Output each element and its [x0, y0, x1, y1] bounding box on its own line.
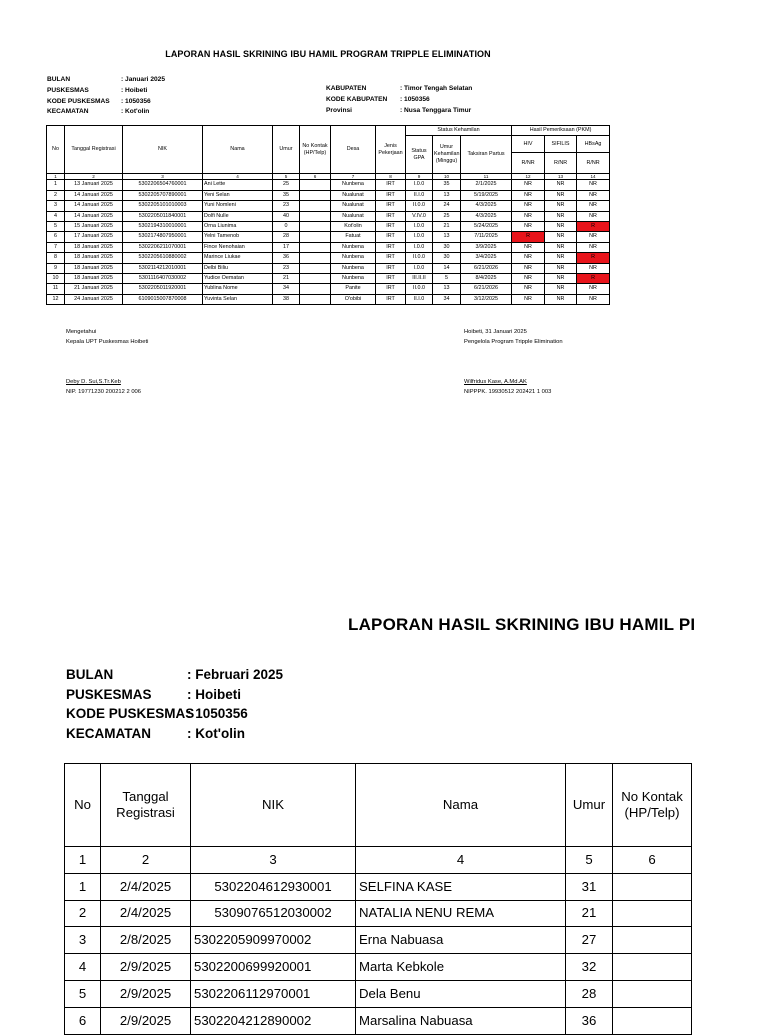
cell-tanggal: 2/4/2025	[101, 900, 191, 927]
cell-umur: 34	[273, 284, 300, 294]
cell-nama: Marince Liukae	[203, 253, 273, 263]
table-row	[47, 263, 610, 273]
table-row	[65, 1007, 692, 1034]
cell-hiv: NR	[512, 222, 545, 232]
cell-nik: 5302205101010003	[123, 201, 203, 211]
cell-no: 1	[65, 873, 101, 900]
field-kode-kabupaten: KODE KABUPATEN : 1050356	[326, 95, 430, 103]
cell-nik: 5302205610880002	[123, 253, 203, 263]
cell-hiv: NR	[512, 190, 545, 200]
cell-pekerjaan: IRT	[376, 242, 406, 252]
cell-hbsag: NR	[577, 294, 610, 304]
cell-taksiran: 3/9/2025	[461, 242, 512, 252]
cell-no: 2	[65, 900, 101, 927]
cell-no: 9	[47, 263, 65, 273]
cell-kontak	[613, 1007, 692, 1034]
cell-umur: 40	[273, 211, 300, 221]
cell-tanggal: 21 Januari 2025	[65, 284, 123, 294]
cell-nik: 5302204212890002	[191, 1007, 356, 1034]
cell-pekerjaan: IRT	[376, 263, 406, 273]
cell-umur: 21	[566, 900, 613, 927]
col-umur: Umur	[566, 764, 613, 847]
cell-no: 3	[47, 201, 65, 211]
signature-left: Mengetahui Kepala UPT Puskesmas Hoibeti Deby D. Sui,S.Tr.Keb NIP. 19771230 200212 2 006	[66, 329, 149, 395]
cell-tanggal: 18 Januari 2025	[65, 263, 123, 273]
cell-uk: 30	[433, 242, 461, 252]
field-kode-puskesmas: KODE PUSKESMAS : 1050356	[66, 706, 248, 721]
col-group-hasil: Hasil Pemeriksaan (PKM)	[512, 126, 610, 136]
table-row	[65, 980, 692, 1007]
cell-kontak	[300, 294, 331, 304]
cell-taksiran: 5/19/2025	[461, 190, 512, 200]
cell-hbsag: NR	[577, 180, 610, 190]
cell-taksiran: 2/1/2025	[461, 180, 512, 190]
cell-kontak	[300, 284, 331, 294]
col-hbsag: HBsAg	[577, 136, 610, 153]
cell-sifilis: NR	[545, 284, 577, 294]
cell-kontak	[300, 242, 331, 252]
cell-nama: Yelni Tamenob	[203, 232, 273, 242]
cell-no: 11	[47, 284, 65, 294]
cell-uk: 35	[433, 180, 461, 190]
signatory-name-right: Wilfridus Kase, A.Md.AK	[464, 379, 527, 385]
col-umur-kehamilan: Umur Kehamilan (Minggu)	[433, 136, 461, 174]
cell-gpa: I.0.0	[406, 180, 433, 190]
table-row	[47, 211, 610, 221]
cell-hbsag: R	[577, 274, 610, 284]
table-row	[65, 900, 692, 927]
cell-nik: 5302206504760001	[123, 180, 203, 190]
header-fields-right	[326, 84, 472, 116]
cell-nik: 5302205909970002	[191, 927, 356, 954]
cell-nama: Yublina Nome	[203, 284, 273, 294]
field-bulan: BULAN : Januari 2025	[47, 76, 165, 83]
cell-desa: Nunbena	[331, 180, 376, 190]
cell-kontak	[300, 222, 331, 232]
cell-sifilis: NR	[545, 263, 577, 273]
cell-tanggal: 15 Januari 2025	[65, 222, 123, 232]
cell-taksiran: 7/11/2025	[461, 232, 512, 242]
cell-hbsag: R	[577, 253, 610, 263]
cell-uk: 21	[433, 222, 461, 232]
cell-sifilis: NR	[545, 253, 577, 263]
field-kabupaten: KABUPATEN : Timor Tengah Selatan	[326, 85, 473, 92]
cell-kontak	[300, 180, 331, 190]
cell-hbsag: NR	[577, 190, 610, 200]
cell-nik: 5301116407030002	[123, 274, 203, 284]
cell-sifilis: NR	[545, 180, 577, 190]
col-hbsag-rnr: R/NR	[577, 153, 610, 174]
cell-taksiran: 4/3/2025	[461, 211, 512, 221]
cell-taksiran: 6/21/2026	[461, 284, 512, 294]
col-hiv-rnr: R/NR	[512, 153, 545, 174]
cell-hiv: NR	[512, 253, 545, 263]
cell-uk: 13	[433, 284, 461, 294]
col-kontak: No Kontak (HP/Telp)	[300, 126, 331, 174]
cell-gpa: II.0.0	[406, 201, 433, 211]
col-no: No	[65, 764, 101, 847]
col-tanggal: Tanggal Registrasi	[101, 764, 191, 847]
cell-kontak	[300, 190, 331, 200]
cell-nama: Dolfi Nulle	[203, 211, 273, 221]
field-kode-puskesmas: KODE PUSKESMAS : 1050356	[47, 97, 151, 105]
cell-desa: Fatuat	[331, 232, 376, 242]
cell-tanggal: 2/4/2025	[101, 873, 191, 900]
cell-nik: 5309076512030002	[191, 900, 356, 927]
cell-taksiran: 3/4/2025	[461, 253, 512, 263]
cell-no: 6	[65, 1007, 101, 1034]
report-title: LAPORAN HASIL SKRINING IBU HAMIL PROGRAM TRIPPLE ELIMINATION	[165, 49, 491, 59]
cell-sifilis: NR	[545, 242, 577, 252]
cell-nik: 5302174807950001	[123, 232, 203, 242]
cell-hiv: NR	[512, 274, 545, 284]
cell-gpa: III.II.II	[406, 274, 433, 284]
cell-tanggal: 2/9/2025	[101, 1007, 191, 1034]
col-umur: Umur	[273, 126, 300, 174]
cell-nik: 5302205011920001	[123, 284, 203, 294]
cell-pekerjaan: IRT	[376, 232, 406, 242]
cell-kontak	[300, 274, 331, 284]
header-fields-left	[47, 75, 165, 118]
table-row	[47, 201, 610, 211]
table-row	[47, 232, 610, 242]
cell-tanggal: 13 Januari 2025	[65, 180, 123, 190]
cell-tanggal: 24 Januari 2025	[65, 294, 123, 304]
cell-no: 10	[47, 274, 65, 284]
cell-taksiran: 3/12/2025	[461, 294, 512, 304]
cell-nama: Yudice Oematan	[203, 274, 273, 284]
cell-desa: O'obibi	[331, 294, 376, 304]
cell-nama: Fince Nenohaian	[203, 242, 273, 252]
cell-kontak	[613, 980, 692, 1007]
cell-gpa: I.0.0	[406, 222, 433, 232]
cell-nama: SELFINA KASE	[356, 873, 566, 900]
cell-tanggal: 14 Januari 2025	[65, 211, 123, 221]
table-row	[47, 284, 610, 294]
cell-sifilis: NR	[545, 274, 577, 284]
cell-nik: 5302114212010001	[123, 263, 203, 273]
field-provinsi: Provinsi : Nusa Tenggara Timur	[326, 106, 472, 114]
cell-gpa: II.I.0	[406, 190, 433, 200]
cell-umur: 23	[273, 201, 300, 211]
cell-taksiran: 8/4/2025	[461, 274, 512, 284]
column-number-row: 1 2 3 4 5 6 7 8 9 10 11 12 13 14	[47, 174, 610, 180]
cell-kontak	[300, 253, 331, 263]
cell-uk: 25	[433, 211, 461, 221]
header-fields-february	[66, 665, 283, 743]
cell-desa: Panite	[331, 284, 376, 294]
col-sifilis-rnr: R/NR	[545, 153, 577, 174]
cell-gpa: II.0.0	[406, 253, 433, 263]
table-row	[65, 927, 692, 954]
col-status-gpa: Status GPA	[406, 136, 433, 174]
col-group-status-kehamilan: Status Kehamilan	[406, 126, 512, 136]
cell-desa: Nunbena	[331, 274, 376, 284]
cell-hbsag: NR	[577, 284, 610, 294]
cell-nama: Yeni Selan	[203, 190, 273, 200]
table-row	[47, 274, 610, 284]
cell-nama: Marta Kebkole	[356, 954, 566, 981]
cell-tanggal: 2/9/2025	[101, 980, 191, 1007]
cell-pekerjaan: IRT	[376, 294, 406, 304]
cell-taksiran: 6/21/2026	[461, 263, 512, 273]
cell-umur: 36	[273, 253, 300, 263]
cell-gpa: II.I.0	[406, 294, 433, 304]
report-title-february: LAPORAN HASIL SKRINING IBU HAMIL PI	[348, 615, 696, 634]
table-row	[47, 180, 610, 190]
field-kecamatan: KECAMATAN : Kot'olin	[66, 725, 245, 741]
field-kecamatan: KECAMATAN : Kot'olin	[47, 108, 150, 116]
cell-nama: Yuni Nomleni	[203, 201, 273, 211]
cell-hiv: NR	[512, 180, 545, 190]
cell-umur: 36	[566, 1007, 613, 1034]
cell-kontak	[613, 873, 692, 900]
table-row	[47, 242, 610, 252]
col-nama: Nama	[356, 764, 566, 847]
col-pekerjaan: Jenis Pekerjaan	[376, 126, 406, 174]
table-row	[47, 294, 610, 304]
cell-sifilis: NR	[545, 294, 577, 304]
cell-no: 12	[47, 294, 65, 304]
cell-kontak	[300, 201, 331, 211]
cell-kontak	[613, 954, 692, 981]
screening-table-february-body	[65, 847, 692, 1035]
cell-umur: 32	[566, 954, 613, 981]
cell-no: 7	[47, 242, 65, 252]
col-hiv: HIV	[512, 136, 545, 153]
cell-no: 1	[47, 180, 65, 190]
cell-nama: Erna Nabuasa	[356, 927, 566, 954]
cell-no: 3	[65, 927, 101, 954]
cell-no: 5	[65, 980, 101, 1007]
cell-nik: 5302206211070001	[123, 242, 203, 252]
cell-hbsag: NR	[577, 211, 610, 221]
cell-umur: 21	[273, 274, 300, 284]
table-row	[65, 954, 692, 981]
table-row	[47, 190, 610, 200]
cell-no: 4	[65, 954, 101, 981]
cell-nama: Delbi Biliu	[203, 263, 273, 273]
cell-hiv: R	[512, 232, 545, 242]
column-number-row: 1 2 3 4 5 6	[65, 847, 692, 874]
cell-nama: Marsalina Nabuasa	[356, 1007, 566, 1034]
cell-tanggal: 14 Januari 2025	[65, 190, 123, 200]
cell-nama: NATALIA NENU REMA	[356, 900, 566, 927]
cell-nik: 6109015007870008	[123, 294, 203, 304]
screening-table-body	[47, 174, 610, 305]
cell-umur: 17	[273, 242, 300, 252]
cell-taksiran: 5/24/2025	[461, 222, 512, 232]
cell-nik: 5302204612930001	[191, 873, 356, 900]
col-kontak: No Kontak (HP/Telp)	[613, 764, 692, 847]
cell-uk: 13	[433, 190, 461, 200]
cell-hiv: NR	[512, 294, 545, 304]
cell-kontak	[300, 211, 331, 221]
cell-umur: 28	[566, 980, 613, 1007]
signatory-name-left: Deby D. Sui,S.Tr.Keb	[66, 379, 121, 385]
cell-no: 6	[47, 232, 65, 242]
cell-gpa: II.0.0	[406, 284, 433, 294]
table-row	[65, 873, 692, 900]
signature-right: Hoibeti, 31 Januari 2025 Pengelola Program Tripple Elimination Wilfridus Kase, A.Md.AK NIPPPK. 19930512 202421 1 003	[464, 329, 563, 395]
col-nik: NIK	[191, 764, 356, 847]
cell-desa: Nualunat	[331, 211, 376, 221]
cell-nama: Orna Liunima	[203, 222, 273, 232]
col-tanggal: Tanggal Registrasi	[65, 126, 123, 174]
cell-nik: 5302205707890001	[123, 190, 203, 200]
col-nik: NIK	[123, 126, 203, 174]
field-bulan: BULAN : Februari 2025	[66, 667, 284, 682]
cell-desa: Kot'olin	[331, 222, 376, 232]
cell-nama: Yuvinta Selan	[203, 294, 273, 304]
cell-umur: 23	[273, 263, 300, 273]
cell-desa: Nunbena	[331, 263, 376, 273]
col-no: No	[47, 126, 65, 174]
cell-sifilis: NR	[545, 201, 577, 211]
cell-hiv: NR	[512, 201, 545, 211]
cell-pekerjaan: IRT	[376, 253, 406, 263]
cell-gpa: I.0.0	[406, 242, 433, 252]
cell-tanggal: 2/8/2025	[101, 927, 191, 954]
cell-hbsag: NR	[577, 242, 610, 252]
cell-uk: 30	[433, 253, 461, 263]
cell-nik: 5302206112970001	[191, 980, 356, 1007]
cell-nama: Ani Lette	[203, 180, 273, 190]
cell-pekerjaan: IRT	[376, 190, 406, 200]
cell-nik: 5302200699920001	[191, 954, 356, 981]
cell-tanggal: 17 Januari 2025	[65, 232, 123, 242]
cell-nama: Dela Benu	[356, 980, 566, 1007]
cell-sifilis: NR	[545, 211, 577, 221]
cell-desa: Nualunat	[331, 190, 376, 200]
cell-pekerjaan: IRT	[376, 180, 406, 190]
cell-umur: 27	[566, 927, 613, 954]
cell-uk: 14	[433, 263, 461, 273]
cell-hiv: NR	[512, 284, 545, 294]
cell-desa: Nunbena	[331, 253, 376, 263]
cell-tanggal: 18 Januari 2025	[65, 242, 123, 252]
field-puskesmas: PUSKESMAS : Hoibeti	[66, 686, 241, 702]
cell-no: 5	[47, 222, 65, 232]
cell-desa: Nunbena	[331, 242, 376, 252]
cell-umur: 35	[273, 190, 300, 200]
cell-kontak	[613, 900, 692, 927]
cell-hbsag: NR	[577, 232, 610, 242]
cell-hiv: NR	[512, 242, 545, 252]
cell-tanggal: 18 Januari 2025	[65, 253, 123, 263]
cell-umur: 28	[273, 232, 300, 242]
cell-uk: 5	[433, 274, 461, 284]
cell-no: 2	[47, 190, 65, 200]
table-row	[47, 222, 610, 232]
cell-tanggal: 18 Januari 2025	[65, 274, 123, 284]
cell-hbsag: NR	[577, 263, 610, 273]
cell-hiv: NR	[512, 263, 545, 273]
table-row	[47, 253, 610, 263]
cell-tanggal: 2/9/2025	[101, 954, 191, 981]
cell-hiv: NR	[512, 211, 545, 221]
cell-sifilis: NR	[545, 190, 577, 200]
cell-pekerjaan: IRT	[376, 284, 406, 294]
cell-hbsag: R	[577, 222, 610, 232]
cell-gpa: I.0.0	[406, 232, 433, 242]
col-nama: Nama	[203, 126, 273, 174]
cell-no: 4	[47, 211, 65, 221]
cell-taksiran: 4/3/2025	[461, 201, 512, 211]
col-sifilis: SIFILIS	[545, 136, 577, 153]
cell-umur: 25	[273, 180, 300, 190]
col-desa: Desa	[331, 126, 376, 174]
cell-uk: 13	[433, 232, 461, 242]
cell-umur: 31	[566, 873, 613, 900]
cell-tanggal: 14 Januari 2025	[65, 201, 123, 211]
cell-hbsag: NR	[577, 201, 610, 211]
cell-gpa: I.0.0	[406, 263, 433, 273]
col-taksiran: Taksiran Partus	[461, 136, 512, 174]
screening-table-february	[64, 763, 692, 1035]
cell-pekerjaan: IRT	[376, 274, 406, 284]
cell-sifilis: NR	[545, 232, 577, 242]
cell-gpa: V.IV.0	[406, 211, 433, 221]
screening-table	[46, 125, 610, 305]
cell-pekerjaan: IRT	[376, 222, 406, 232]
cell-pekerjaan: IRT	[376, 201, 406, 211]
cell-umur: 0	[273, 222, 300, 232]
cell-nik: 5302194310010001	[123, 222, 203, 232]
field-puskesmas: PUSKESMAS : Hoibeti	[47, 86, 148, 94]
cell-desa: Nualunat	[331, 201, 376, 211]
cell-nik: 5302205011840001	[123, 211, 203, 221]
cell-uk: 24	[433, 201, 461, 211]
cell-umur: 38	[273, 294, 300, 304]
cell-kontak	[300, 263, 331, 273]
cell-no: 8	[47, 253, 65, 263]
cell-kontak	[300, 232, 331, 242]
cell-kontak	[613, 927, 692, 954]
cell-pekerjaan: IRT	[376, 211, 406, 221]
cell-sifilis: NR	[545, 222, 577, 232]
cell-uk: 34	[433, 294, 461, 304]
